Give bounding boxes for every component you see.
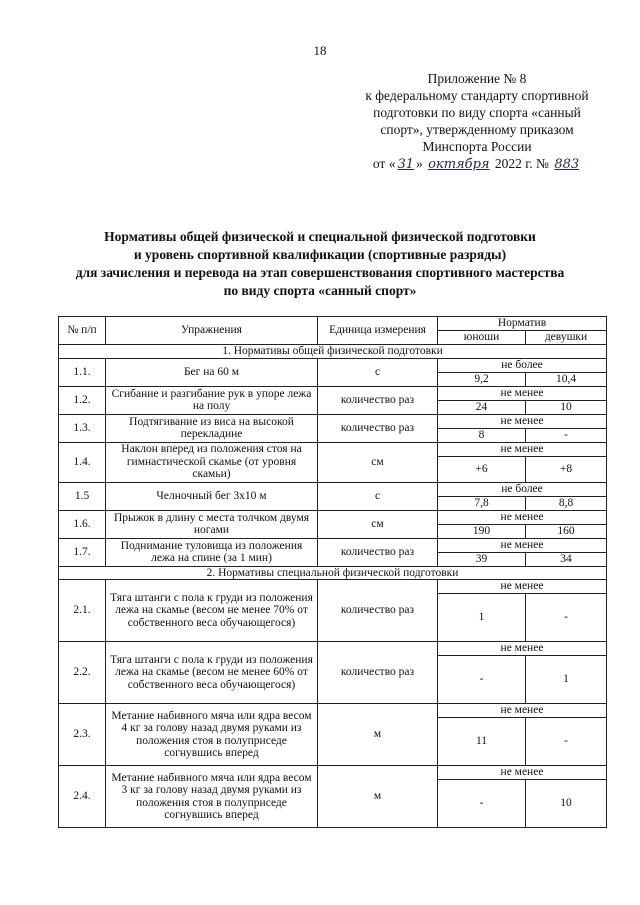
row-exercise: Наклон вперед из положения стоя на гимнастической скамье (от уровня скамьи) (106, 442, 318, 482)
title-line: для зачисления и перевода на этап совершенствования спортивного мастерства (75, 265, 565, 280)
table-row (59, 414, 607, 428)
row-condition: не менее (438, 414, 607, 428)
table-row (59, 642, 607, 656)
header-girls: девушки (526, 331, 607, 345)
table-row (59, 510, 607, 524)
table-row (59, 538, 607, 552)
header-unit: Единица измерения (318, 317, 438, 345)
row-girls: 1 (526, 656, 607, 704)
section-row (59, 566, 607, 580)
title-line: и уровень спортивной квалификации (спортивные разряды) (133, 247, 507, 262)
row-num: 1.4. (59, 442, 106, 482)
row-num: 1.3. (59, 414, 106, 442)
title-line: по виду спорта «санный спорт» (223, 283, 417, 298)
row-num: 1.2. (59, 386, 106, 414)
row-num: 1.5 (59, 482, 106, 510)
row-boys: 24 (438, 400, 526, 414)
header-row (59, 317, 607, 331)
section-row (59, 345, 607, 359)
row-girls: 10 (526, 400, 607, 414)
row-boys: 39 (438, 552, 526, 566)
row-unit: см (318, 442, 438, 482)
row-exercise: Прыжок в длину с места толчком двумя ногами (106, 510, 318, 538)
row-girls: 160 (526, 524, 607, 538)
row-unit: с (318, 358, 438, 386)
row-exercise: Тяга штанги с пола к груди из положения лежа на скамье (весом не менее 70% от собственного веса обучающегося) (106, 580, 318, 642)
title-line: Нормативы общей физической и специальной физической подготовки (104, 229, 536, 244)
row-num: 2.1. (59, 580, 106, 642)
row-num: 1.7. (59, 538, 106, 566)
section-title: 1. Нормативы общей физической подготовки (59, 345, 607, 359)
date-prefix: от « (372, 156, 396, 171)
row-num: 2.2. (59, 642, 106, 704)
date-mid: » (416, 156, 423, 171)
row-boys: 11 (438, 718, 526, 766)
row-boys: 8 (438, 428, 526, 442)
row-boys: 190 (438, 524, 526, 538)
row-girls: 8,8 (526, 496, 607, 510)
date-month: октября (428, 157, 490, 172)
row-exercise: Подтягивание из виса на высокой перекладине (106, 414, 318, 442)
section-title: 2. Нормативы специальной физической подготовки (59, 566, 607, 580)
appendix-line: Минспорта России (422, 139, 532, 154)
table-row (59, 580, 607, 594)
row-unit: см (318, 510, 438, 538)
date-day: 31 (397, 157, 415, 172)
row-num: 2.4. (59, 766, 106, 828)
table-row (59, 442, 607, 456)
header-norm: Норматив (438, 317, 607, 331)
row-girls: - (526, 718, 607, 766)
row-condition: не менее (438, 538, 607, 552)
row-condition: не более (438, 482, 607, 496)
header-num: № п/п (59, 317, 106, 345)
row-girls: 34 (526, 552, 607, 566)
row-num: 1.1. (59, 358, 106, 386)
row-girls: - (526, 594, 607, 642)
row-condition: не менее (438, 642, 607, 656)
row-unit: м (318, 766, 438, 828)
row-girls: +8 (526, 456, 607, 482)
row-condition: не менее (438, 704, 607, 718)
row-exercise: Челночный бег 3х10 м (106, 482, 318, 510)
row-num: 2.3. (59, 704, 106, 766)
row-girls: - (526, 428, 607, 442)
row-boys: - (438, 780, 526, 828)
page-number: 18 (313, 43, 327, 58)
document-title (20, 228, 620, 300)
appendix-line: Приложение № 8 (427, 71, 527, 86)
row-condition: не более (438, 358, 607, 372)
row-condition: не менее (438, 766, 607, 780)
appendix-line: к федеральному стандарту спортивной (365, 88, 589, 103)
row-boys: - (438, 656, 526, 704)
appendix-block (342, 70, 612, 173)
row-unit: количество раз (318, 386, 438, 414)
row-unit: количество раз (318, 538, 438, 566)
order-number: 883 (554, 157, 580, 172)
row-exercise: Метание набивного мяча или ядра весом 4 кг за голову назад двумя руками из положения стоя в полуприседе согнувшись вперед (106, 704, 318, 766)
row-condition: не менее (438, 510, 607, 524)
table-row (59, 386, 607, 400)
row-exercise: Тяга штанги с пола к груди из положения лежа на скамье (весом не менее 60% от собственного веса обучающегося) (106, 642, 318, 704)
appendix-line: подготовки по виду спорта «санный (373, 105, 581, 120)
table-row (59, 766, 607, 780)
row-boys: 9,2 (438, 372, 526, 386)
row-unit: количество раз (318, 580, 438, 642)
row-unit: м (318, 704, 438, 766)
row-condition: не менее (438, 442, 607, 456)
row-exercise: Поднимание туловища из положения лежа на спине (за 1 мин) (106, 538, 318, 566)
row-condition: не менее (438, 386, 607, 400)
row-exercise: Бег на 60 м (106, 358, 318, 386)
row-boys: +6 (438, 456, 526, 482)
row-exercise: Метание набивного мяча или ядра весом 3 кг за голову назад двумя руками из положения стоя в полуприседе согнувшись вперед (106, 766, 318, 828)
row-boys: 7,8 (438, 496, 526, 510)
row-unit: количество раз (318, 414, 438, 442)
order-date-line (342, 155, 612, 173)
table-row (59, 704, 607, 718)
row-unit: с (318, 482, 438, 510)
row-num: 1.6. (59, 510, 106, 538)
row-boys: 1 (438, 594, 526, 642)
row-exercise: Сгибание и разгибание рук в упоре лежа на полу (106, 386, 318, 414)
table-row (59, 358, 607, 372)
header-boys: юноши (438, 331, 526, 345)
appendix-line: спорт», утвержденному приказом (380, 122, 574, 137)
norms-table (58, 316, 607, 828)
row-girls: 10,4 (526, 372, 607, 386)
row-condition: не менее (438, 580, 607, 594)
date-year: 2022 г. № (494, 156, 549, 171)
row-girls: 10 (526, 780, 607, 828)
header-exercise: Упражнения (106, 317, 318, 345)
row-unit: количество раз (318, 642, 438, 704)
table-row (59, 482, 607, 496)
